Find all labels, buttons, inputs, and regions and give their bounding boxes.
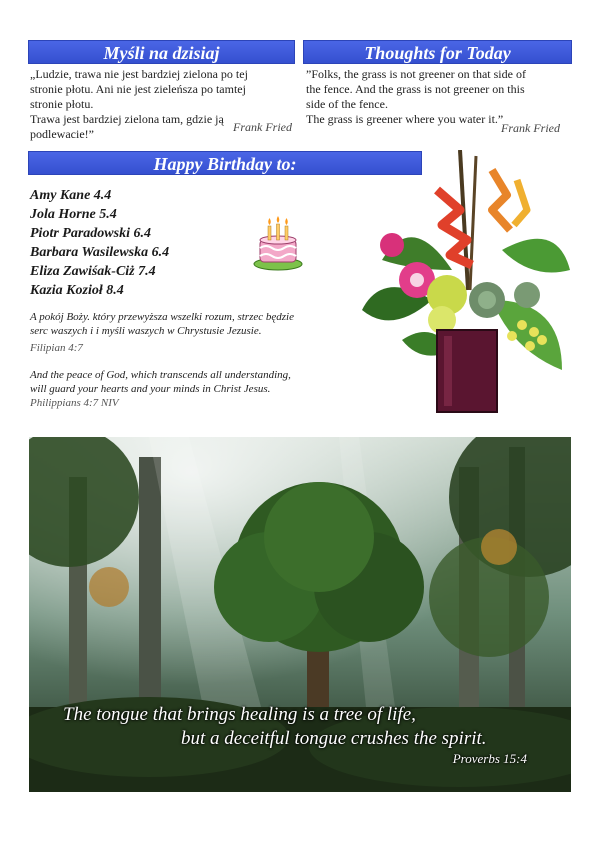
english-quote-line: the fence. And the grass is not greener on this	[306, 82, 525, 96]
birthday-entry: Jola Horne 5.4	[30, 207, 117, 222]
birthday-entry: Eliza Zawiśak-Ciż 7.4	[30, 264, 156, 279]
birthday-entry: Barbara Wasilewska 6.4	[30, 245, 170, 260]
english-quote-line: The grass is greener where you water it.”	[306, 112, 504, 126]
birthday-cake-icon	[252, 210, 304, 272]
english-quote	[306, 67, 560, 135]
polish-quote-line: Trawa jest bardziej zielona tam, gdzie ją	[30, 112, 224, 126]
english-quote-line: ”Folks, the grass is not greener on that side of	[306, 67, 526, 81]
english-title: Thoughts for Today	[364, 43, 511, 63]
polish-quote-line: stronie płotu. Ani nie jest zieleńsza po tamtej	[30, 82, 246, 96]
polish-quote-line: podlewacie!”	[30, 127, 94, 141]
english-quote-author: Frank Fried	[501, 121, 560, 135]
polish-quote-line: stronie płotu.	[30, 97, 94, 111]
polish-verse-reference: Filipian 4:7	[30, 342, 83, 354]
birthday-entry: Kazia Kozioł 8.4	[30, 283, 124, 298]
polish-quote-author: Frank Fried	[233, 120, 292, 134]
english-title-banner	[303, 40, 572, 64]
polish-quote-line: „Ludzie, trawa nie jest bardziej zielona po tej	[30, 67, 248, 81]
polish-verse-line: A pokój Boży. który przewyższa wszelki rozum, strzec będzie	[30, 311, 294, 323]
flower-arrangement-image	[342, 150, 574, 414]
english-verse-line: And the peace of God, which transcends all understanding,	[30, 369, 291, 381]
polish-title-banner	[28, 40, 295, 64]
english-verse	[30, 368, 350, 410]
caption-reference: Proverbs 15:4	[452, 751, 527, 766]
english-quote-line: side of the fence.	[306, 97, 388, 111]
caption-line-2: but a deceitful tongue crushes the spirit.	[181, 728, 487, 749]
english-verse-reference: Philippians 4:7 NIV	[30, 397, 119, 409]
polish-verse-line: serc waszych i i myśli waszych w Chrystusie Jezusie.	[30, 325, 262, 337]
caption-line-1: The tongue that brings healing is a tree of life,	[63, 704, 416, 725]
forest-photo	[29, 437, 571, 792]
english-verse-line: will guard your hearts and your minds in Christ Jesus.	[30, 383, 271, 395]
birthday-list	[30, 186, 169, 300]
birthday-title: Happy Birthday to:	[153, 154, 297, 174]
birthday-entry: Amy Kane 4.4	[30, 188, 112, 203]
polish-verse	[30, 310, 350, 355]
polish-quote	[30, 67, 292, 141]
polish-title: Myśli na dzisiaj	[103, 43, 220, 63]
birthday-entry: Piotr Paradowski 6.4	[30, 226, 151, 241]
